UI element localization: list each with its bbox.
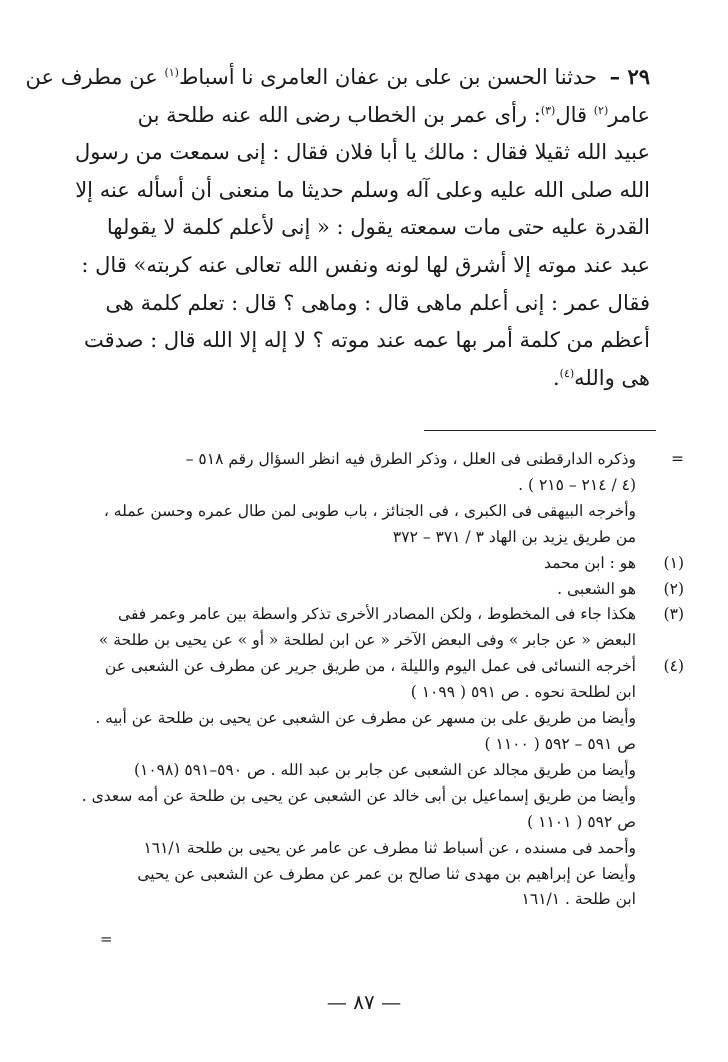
footnote-3: [64, 602, 684, 654]
footnote-line: وأحمد فى مسنده ، عن أسباط ثنا مطرف عن عامر عن يحيى بن طلحة ١٦١/١: [143, 838, 636, 857]
footnote-divider: [424, 430, 656, 431]
footnote-ref: (٣): [540, 103, 556, 117]
footnote-line: هكذا جاء فى المخطوط ، ولكن المصادر الأخرى تذكر واسطة بين عامر وعمر ففى: [118, 605, 636, 624]
footnote-4: [64, 654, 684, 913]
footnote-line: أخرجه النسائى فى عمل اليوم والليلة ، من طريق جرير عن مطرف عن الشعبى عن: [104, 657, 636, 676]
text-line: عامر$^{(٢)}$ قال$^{(٣)}$: رأى عمر بن الخطاب رضى الله عنه طلحة بن: [137, 102, 650, 127]
footnote-mark: (٤): [663, 657, 684, 676]
footnote-continuation: [64, 447, 684, 551]
footnote-ref: (١): [164, 66, 179, 79]
continuation-mark: =: [671, 450, 684, 468]
footnote-line: ص ٥٩١ – ٥٩٢ ( ١١٠٠ ): [484, 734, 636, 753]
footnote-line: ابن طلحة . ١٦١/١: [521, 890, 636, 909]
footnote-line: وأيضا من طريق على بن مسهر عن مطرف عن الشعبى عن يحيى بن طلحة عن أبيه .: [95, 709, 636, 728]
hadith-number: ٢٩ –: [609, 64, 650, 89]
text-line: عبد عند موته إلا أشرق لها لونه ونفس الله تعالى عنه كربته» قال :: [81, 252, 650, 277]
footnote-line: البعض « عن جابر » وفى البعض الآخر « عن ابن لطلحة « أو » عن يحيى بن طلحة »: [98, 631, 636, 650]
footnote-2: [64, 577, 684, 603]
hadith-text: [25, 58, 650, 397]
text-line: هى والله$^{(٤)}$.: [552, 365, 650, 390]
footnote-line: هو : ابن محمد: [543, 553, 636, 572]
footnote-ref: (٢): [593, 103, 609, 117]
footnote-ref: (٤): [559, 366, 575, 380]
text-line: ٢٩ – حدثنا الحسن بن على بن عفان العامرى نا أسباط$^{(١)}$ عن مطرف عن: [25, 64, 650, 89]
footnote-line: وأيضا عن إبراهيم بن مهدى ثنا صالح بن عمر عن مطرف عن الشعبى عن يحيى: [137, 864, 636, 883]
text-line: القدرة عليه حتى مات سمعته يقول : « إنى لأعلم كلمة لا يقولها: [106, 215, 650, 240]
text-line: أعظم من كلمة أمر بها عمه عند موته ؟ لا إله إلا الله قال : صدقت: [83, 328, 650, 353]
footnote-line: ص ٥٩٢ ( ١١٠١ ): [527, 812, 636, 831]
footnote-mark: (١): [663, 553, 684, 572]
footnote-line: من طريق يزيد بن الهاد ٣ / ٣٧١ – ٣٧٢: [392, 527, 636, 546]
footnote-mark: (٣): [663, 605, 684, 624]
text-line: فقال عمر : إنى أعلم ماهى قال : وماهى ؟ قال : تعلم كلمة هى: [105, 290, 650, 315]
footnote-line: (٤ / ٢١٤ – ٢١٥ ) .: [518, 475, 636, 494]
text-line: عبيد الله ثقيلا فقال : مالك يا أبا فلان فقال : إنى سمعت من رسول: [74, 140, 650, 165]
footnote-line: هو الشعبى .: [557, 579, 636, 598]
footnote-line: وأيضا من طريق إسماعيل بن أبى خالد عن الشعبى عن يحيى بن طلحة عن أمه سعدى .: [81, 786, 636, 805]
footnote-mark: (٢): [663, 579, 684, 598]
footnote-line: وأيضا من طريق مجالد عن الشعبى عن جابر بن عبد الله . ص ٥٩٠–٥٩١ (١٠٩٨): [133, 760, 636, 779]
text-line: الله صلى الله عليه وعلى آله وسلم حديثا ما منعنى أن أسأله عنه إلا: [75, 177, 650, 202]
footnote-line: وأخرجه البيهقى فى الكبرى ، فى الجنائز ، باب طوبى لمن طال عمره وحسن عمله ،: [103, 501, 636, 520]
footnote-line: ابن لطلحة نحوه . ص ٥٩١ ( ١٠٩٩ ): [410, 683, 636, 702]
page-number: — ٨٧ —: [326, 990, 402, 1014]
continued-mark: =: [100, 930, 113, 948]
footnote-line: وذكره الدارقطنى فى العلل ، وذكر الطرق فيه انظر السؤال رقم ٥١٨ –: [185, 450, 636, 468]
footnotes: [64, 447, 684, 913]
footnote-1: [64, 551, 684, 577]
